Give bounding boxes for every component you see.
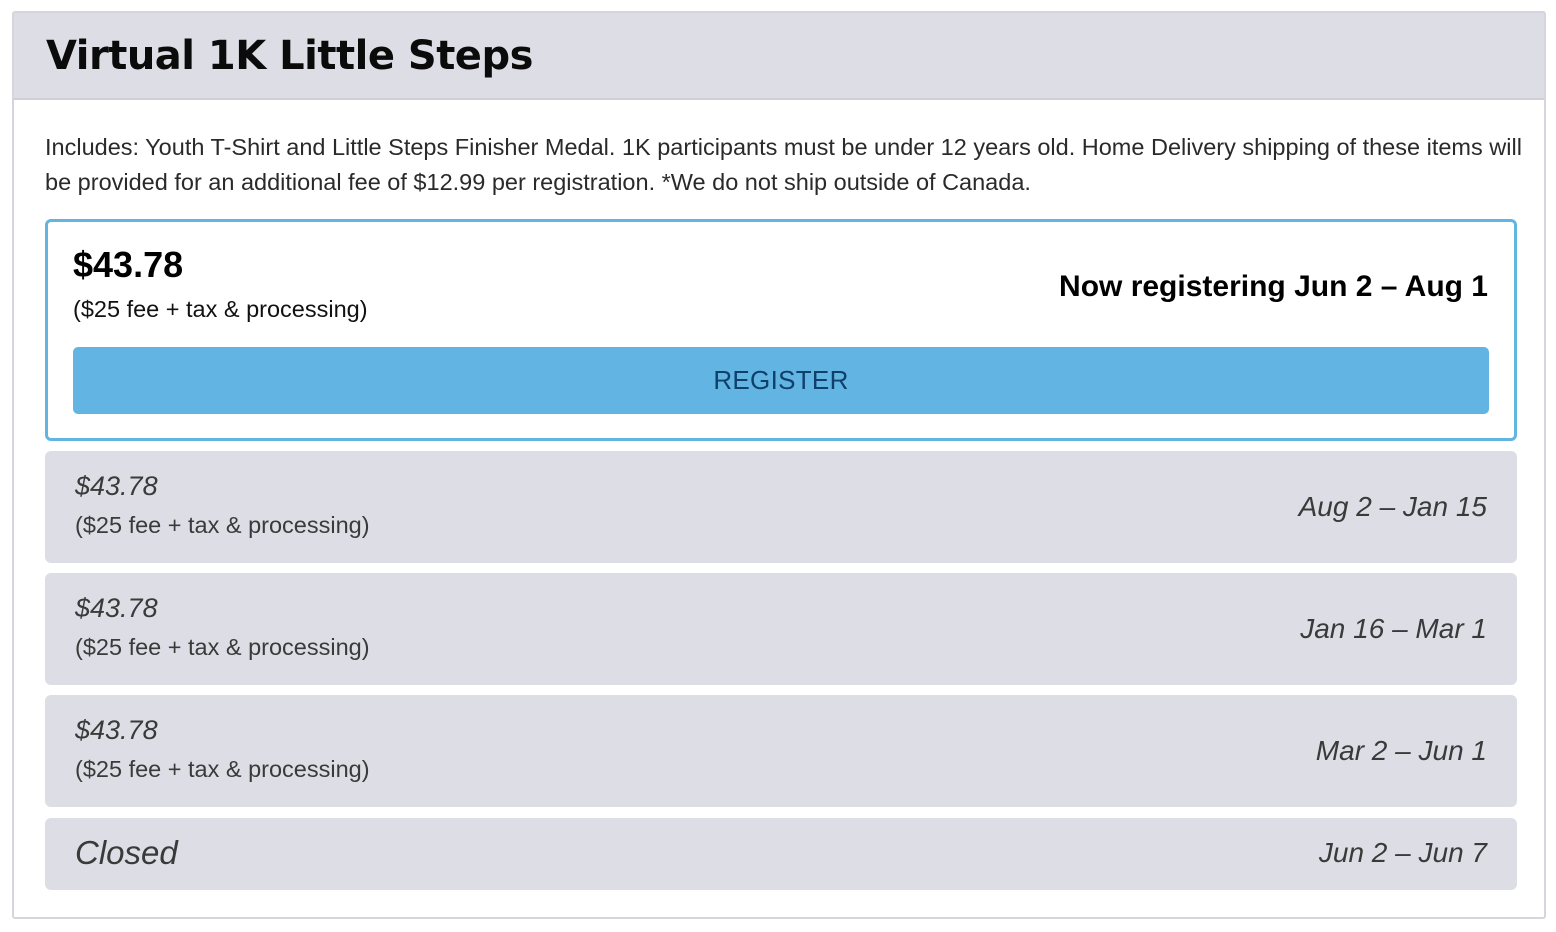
tier-registration-window: Now registering Jun 2 – Aug 1 — [1059, 270, 1488, 303]
event-card — [12, 11, 1546, 919]
tier-fee-note: ($25 fee + tax & processing) — [75, 634, 370, 660]
tier-price: $43.78 — [73, 244, 184, 285]
upcoming-pricing-tier — [45, 573, 1517, 685]
tier-fee-note: ($25 fee + tax & processing) — [73, 296, 368, 322]
tier-date-range: Jan 16 – Mar 1 — [1300, 613, 1487, 644]
closed-pricing-tier — [45, 818, 1517, 890]
event-title: Virtual 1K Little Steps — [46, 32, 533, 79]
tier-price: $43.78 — [75, 593, 158, 623]
tier-status: Closed — [75, 834, 178, 871]
tier-fee-note: ($25 fee + tax & processing) — [75, 512, 370, 538]
tier-fee-note: ($25 fee + tax & processing) — [75, 756, 370, 782]
tier-price: $43.78 — [75, 471, 158, 501]
card-header — [14, 13, 1544, 100]
tier-date-range: Mar 2 – Jun 1 — [1315, 735, 1487, 766]
active-pricing-tier — [45, 219, 1517, 441]
tier-price: $43.78 — [75, 715, 158, 745]
upcoming-pricing-tier — [45, 451, 1517, 563]
register-button[interactable]: REGISTER — [73, 347, 1489, 414]
tier-date-range: Jun 2 – Jun 7 — [1318, 837, 1487, 868]
upcoming-pricing-tier — [45, 695, 1517, 807]
tier-date-range: Aug 2 – Jan 15 — [1298, 491, 1487, 522]
event-description: Includes: Youth T-Shirt and Little Steps Finisher Medal. 1K participants must be under 12 years old. Home Delivery shipping of these items will be provided for an additional fee of $12.99 per registration. *We do not ship outside of Canada. — [45, 134, 1522, 195]
